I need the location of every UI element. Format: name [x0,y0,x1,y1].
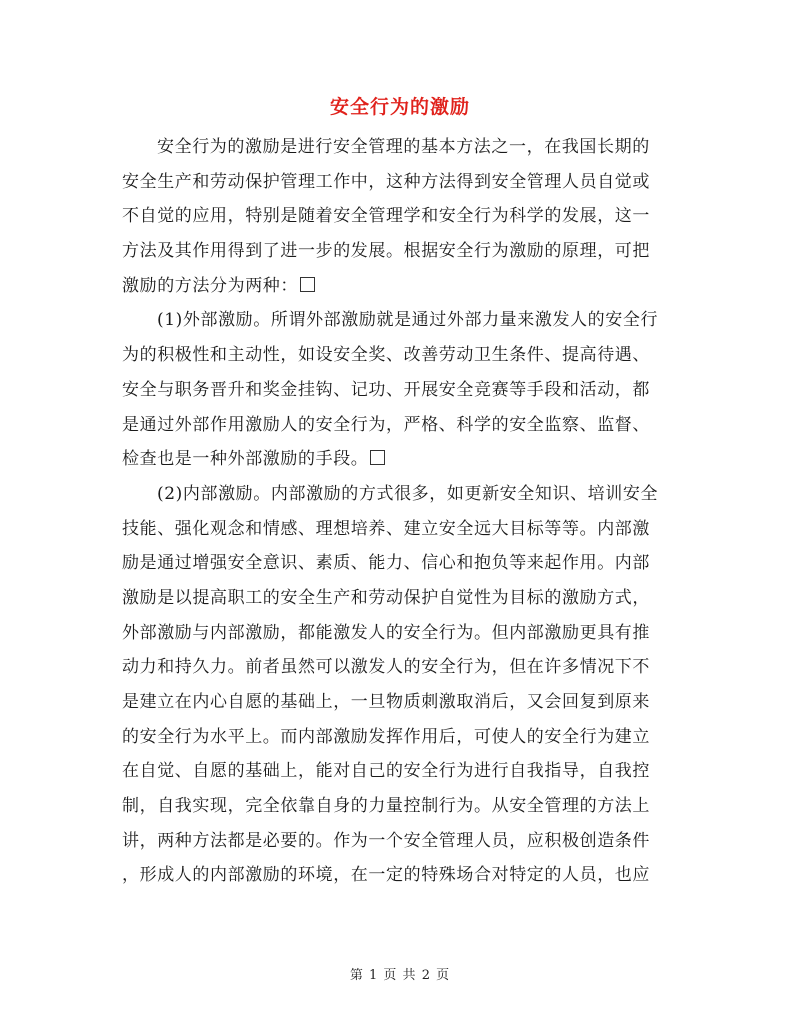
line-text: 安全生产和劳动保护管理工作中，这种方法得到安全管理人员自觉或 [122,171,650,192]
paragraph-line [122,165,692,200]
line-text: 在自觉、自愿的基础上，能对自己的安全行为进行自我指导，自我控 [122,761,650,782]
paragraph-line [122,546,692,581]
line-text: 是通过外部作用激励人的安全行为，严格、科学的安全监察、监督、 [122,414,650,435]
paragraph-line [122,442,692,477]
line-text: 的安全行为水平上。而内部激励发挥作用后，可使人的安全行为建立 [122,726,650,747]
paragraph-line [122,303,692,338]
document-body [122,130,692,893]
line-text: 技能、强化观念和情感、理想培养、建立安全远大目标等等。内部激 [122,518,650,539]
line-text: 为的积极性和主动性，如设安全奖、改善劳动卫生条件、提高待遇、 [122,345,650,366]
line-text: 激励的方法分为两种： [122,275,298,296]
line-text: 安全与职务晋升和奖金挂钩、记功、开展安全竞赛等手段和活动，都 [122,379,650,400]
paragraph-line [122,685,692,720]
paragraph-line [122,581,692,616]
paragraph-line [122,408,692,443]
line-text: 不自觉的应用，特别是随着安全管理学和安全行为科学的发展，这一 [122,206,650,227]
line-text: 讲，两种方法都是必要的。作为一个安全管理人员，应积极创造条件 [122,830,650,851]
line-text: 检查也是一种外部激励的手段。 [122,449,369,470]
paragraph-line [122,824,692,859]
paragraph-line [122,199,692,234]
placeholder-box-icon [300,277,315,292]
document-title: 安全行为的激励 [329,96,470,118]
line-text: 制，自我实现，完全依靠自身的力量控制行为。从安全管理的方法上 [122,796,650,817]
paragraph-line [122,616,692,651]
paragraph-line [122,512,692,547]
line-text: 外部激励与内部激励，都能激发人的安全行为。但内部激励更具有推 [122,622,650,643]
paragraph-line [122,373,692,408]
line-text: 是建立在内心自愿的基础上，一旦物质刺激取消后，又会回复到原来 [122,692,650,712]
line-text: 励是通过增强安全意识、素质、能力、信心和抱负等来起作用。内部 [122,553,650,574]
line-text: 安全行为的激励是进行安全管理的基本方法之一，在我国长期的 [157,137,650,157]
paragraph-line [122,130,692,165]
line-text: 方法及其作用得到了进一步的发展。根据安全行为激励的原理，可把 [122,241,650,262]
line-text: (2)内部激励。内部激励的方式很多，如更新安全知识、培训安全 [157,483,659,504]
paragraph-line [122,338,692,373]
paragraph-line [122,477,692,512]
line-text: ，形成人的内部激励的环境，在一定的特殊场合对特定的人员，也应 [122,865,650,886]
paragraph-line [122,720,692,755]
paragraph-line [122,754,692,789]
line-text: (1)外部激励。所谓外部激励就是通过外部力量来激发人的安全行 [157,310,659,331]
line-text: 动力和持久力。前者虽然可以激发人的安全行为，但在许多情况下不 [122,657,650,678]
paragraph-line [122,234,692,269]
line-text: 激励是以提高职工的安全生产和劳动保护自觉性为目标的激励方式， [122,587,650,608]
placeholder-box-icon [370,450,385,465]
page-footer: 第 1 页 共 2 页 [349,968,451,983]
paragraph-line [122,858,692,893]
paragraph-line [122,269,692,304]
paragraph-line [122,650,692,685]
paragraph-line [122,789,692,824]
